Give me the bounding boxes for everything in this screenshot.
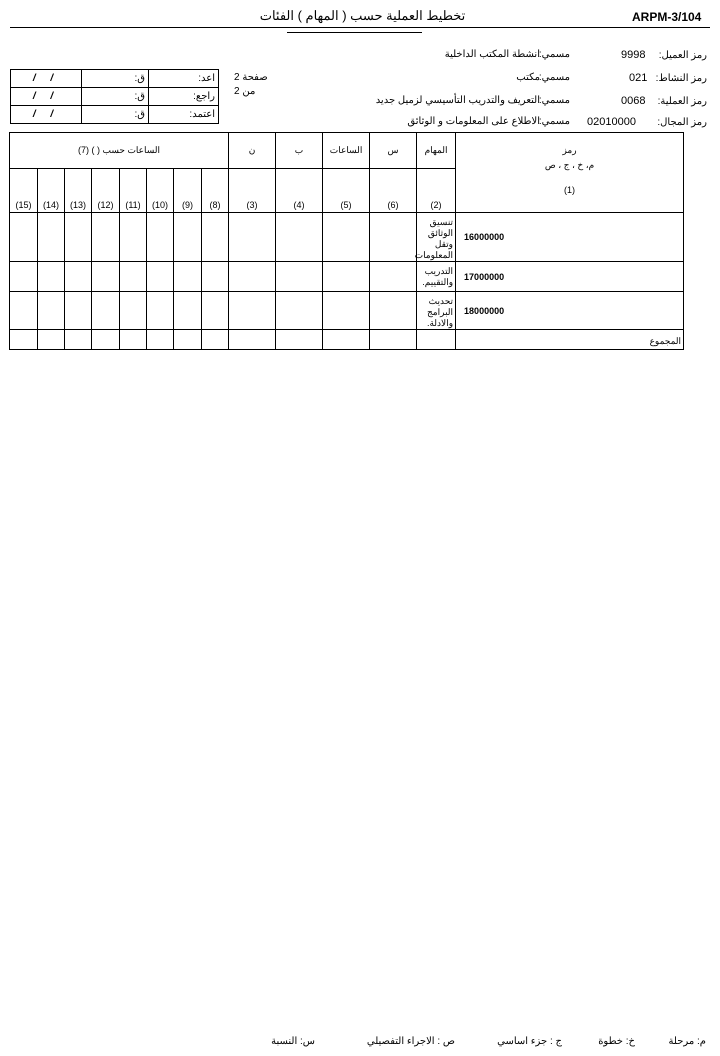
- col-num: (12): [92, 169, 120, 213]
- client-code: 9998: [621, 49, 646, 61]
- task-name: تحديث البرامج والادلة.: [417, 292, 456, 330]
- table-header-row: [10, 133, 720, 169]
- approval-label: اعد:: [149, 70, 219, 88]
- col-num: (15): [10, 169, 38, 213]
- header-hours: الساعات: [323, 133, 370, 169]
- col-num: (10): [147, 169, 174, 213]
- operation-code-label: رمز العملية:: [657, 96, 707, 107]
- approvals-table: [10, 69, 219, 124]
- col-num: (3): [229, 169, 276, 213]
- task-code: 18000000: [456, 292, 684, 330]
- table-row: [10, 292, 720, 330]
- approval-row: [11, 88, 219, 106]
- page-total: [234, 86, 255, 97]
- header-tasks: المهام: [417, 133, 456, 169]
- header-code: رمز م، خ ، ج ، ص (1): [456, 133, 684, 213]
- approval-date: / /: [11, 106, 82, 124]
- page-label: صفحة: [242, 72, 268, 83]
- approval-q: ق:: [82, 88, 149, 106]
- legend-kh: خ: خطوة: [598, 1036, 635, 1047]
- table-row: [10, 213, 720, 262]
- header-s: س: [370, 133, 417, 169]
- approval-date: / /: [11, 70, 82, 88]
- total-row: [10, 330, 720, 350]
- col-num: (14): [38, 169, 65, 213]
- domain-name-label: مسمي:: [538, 116, 570, 127]
- col-num: (11): [120, 169, 147, 213]
- domain-code: 02010000: [587, 116, 636, 128]
- col-num: (6): [370, 169, 417, 213]
- planning-table: [9, 132, 720, 350]
- document-title: تخطيط العملية حسب ( المهام ) الفئات: [259, 8, 466, 23]
- task-code: 16000000: [456, 213, 684, 262]
- header-rule: [10, 27, 710, 28]
- header-n: ن: [229, 133, 276, 169]
- task-code: 17000000: [456, 262, 684, 292]
- approval-label: راجع:: [149, 88, 219, 106]
- client-name-label: مسمي:: [538, 49, 570, 60]
- page-of-label: من: [242, 86, 256, 97]
- approval-date: / /: [11, 88, 82, 106]
- client-code-label: رمز العميل:: [658, 50, 707, 61]
- approval-label: اعتمد:: [149, 106, 219, 124]
- approval-q: ق:: [82, 70, 149, 88]
- document-code: ARPM-3/104: [632, 10, 702, 24]
- operation-code: 0068: [621, 95, 646, 107]
- col-num: (8): [202, 169, 229, 213]
- legend-n: س: النسبة: [271, 1036, 315, 1047]
- title-underline: [287, 32, 422, 33]
- approval-q: ق:: [82, 106, 149, 124]
- operation-name: التعريف والتدريب التأسيسي لزميل جديد: [375, 95, 540, 106]
- table-row: [10, 262, 720, 292]
- approval-row: [11, 70, 219, 88]
- page-of-number: 2: [234, 86, 240, 97]
- page-number: 2: [234, 72, 240, 83]
- activity-name: مكتب: [516, 72, 540, 83]
- col-num: (4): [276, 169, 323, 213]
- activity-name-label: مسمي:: [538, 72, 570, 83]
- page-indicator: [234, 72, 268, 83]
- legend-m: م: مرحلة: [668, 1036, 706, 1047]
- header-b: ب: [276, 133, 323, 169]
- task-name: تنسيق الوثائق وتقل المعلومات: [417, 213, 456, 262]
- legend-s: ص : الاجراء التفصيلي: [366, 1036, 455, 1047]
- operation-name-label: مسمي:: [538, 95, 570, 106]
- domain-name: الاطلاع على المعلومات و الوثائق: [407, 116, 540, 127]
- activity-code: 021: [629, 72, 648, 84]
- col-num: (2): [417, 169, 456, 213]
- approval-row: [11, 106, 219, 124]
- total-label: المجموع: [456, 330, 684, 350]
- col-num: (5): [323, 169, 370, 213]
- col-num: (13): [65, 169, 92, 213]
- task-name: التدريب والتقييم.: [417, 262, 456, 292]
- activity-code-label: رمز النشاط:: [655, 73, 707, 84]
- col-num: (9): [174, 169, 202, 213]
- header-hours-by: الساعات حسب ( ) (7): [10, 133, 229, 169]
- legend-j: ج : جزء اساسي: [497, 1036, 562, 1047]
- domain-code-label: رمز المجال:: [657, 117, 707, 128]
- client-name: انشطة المكتب الداخلية: [444, 49, 540, 60]
